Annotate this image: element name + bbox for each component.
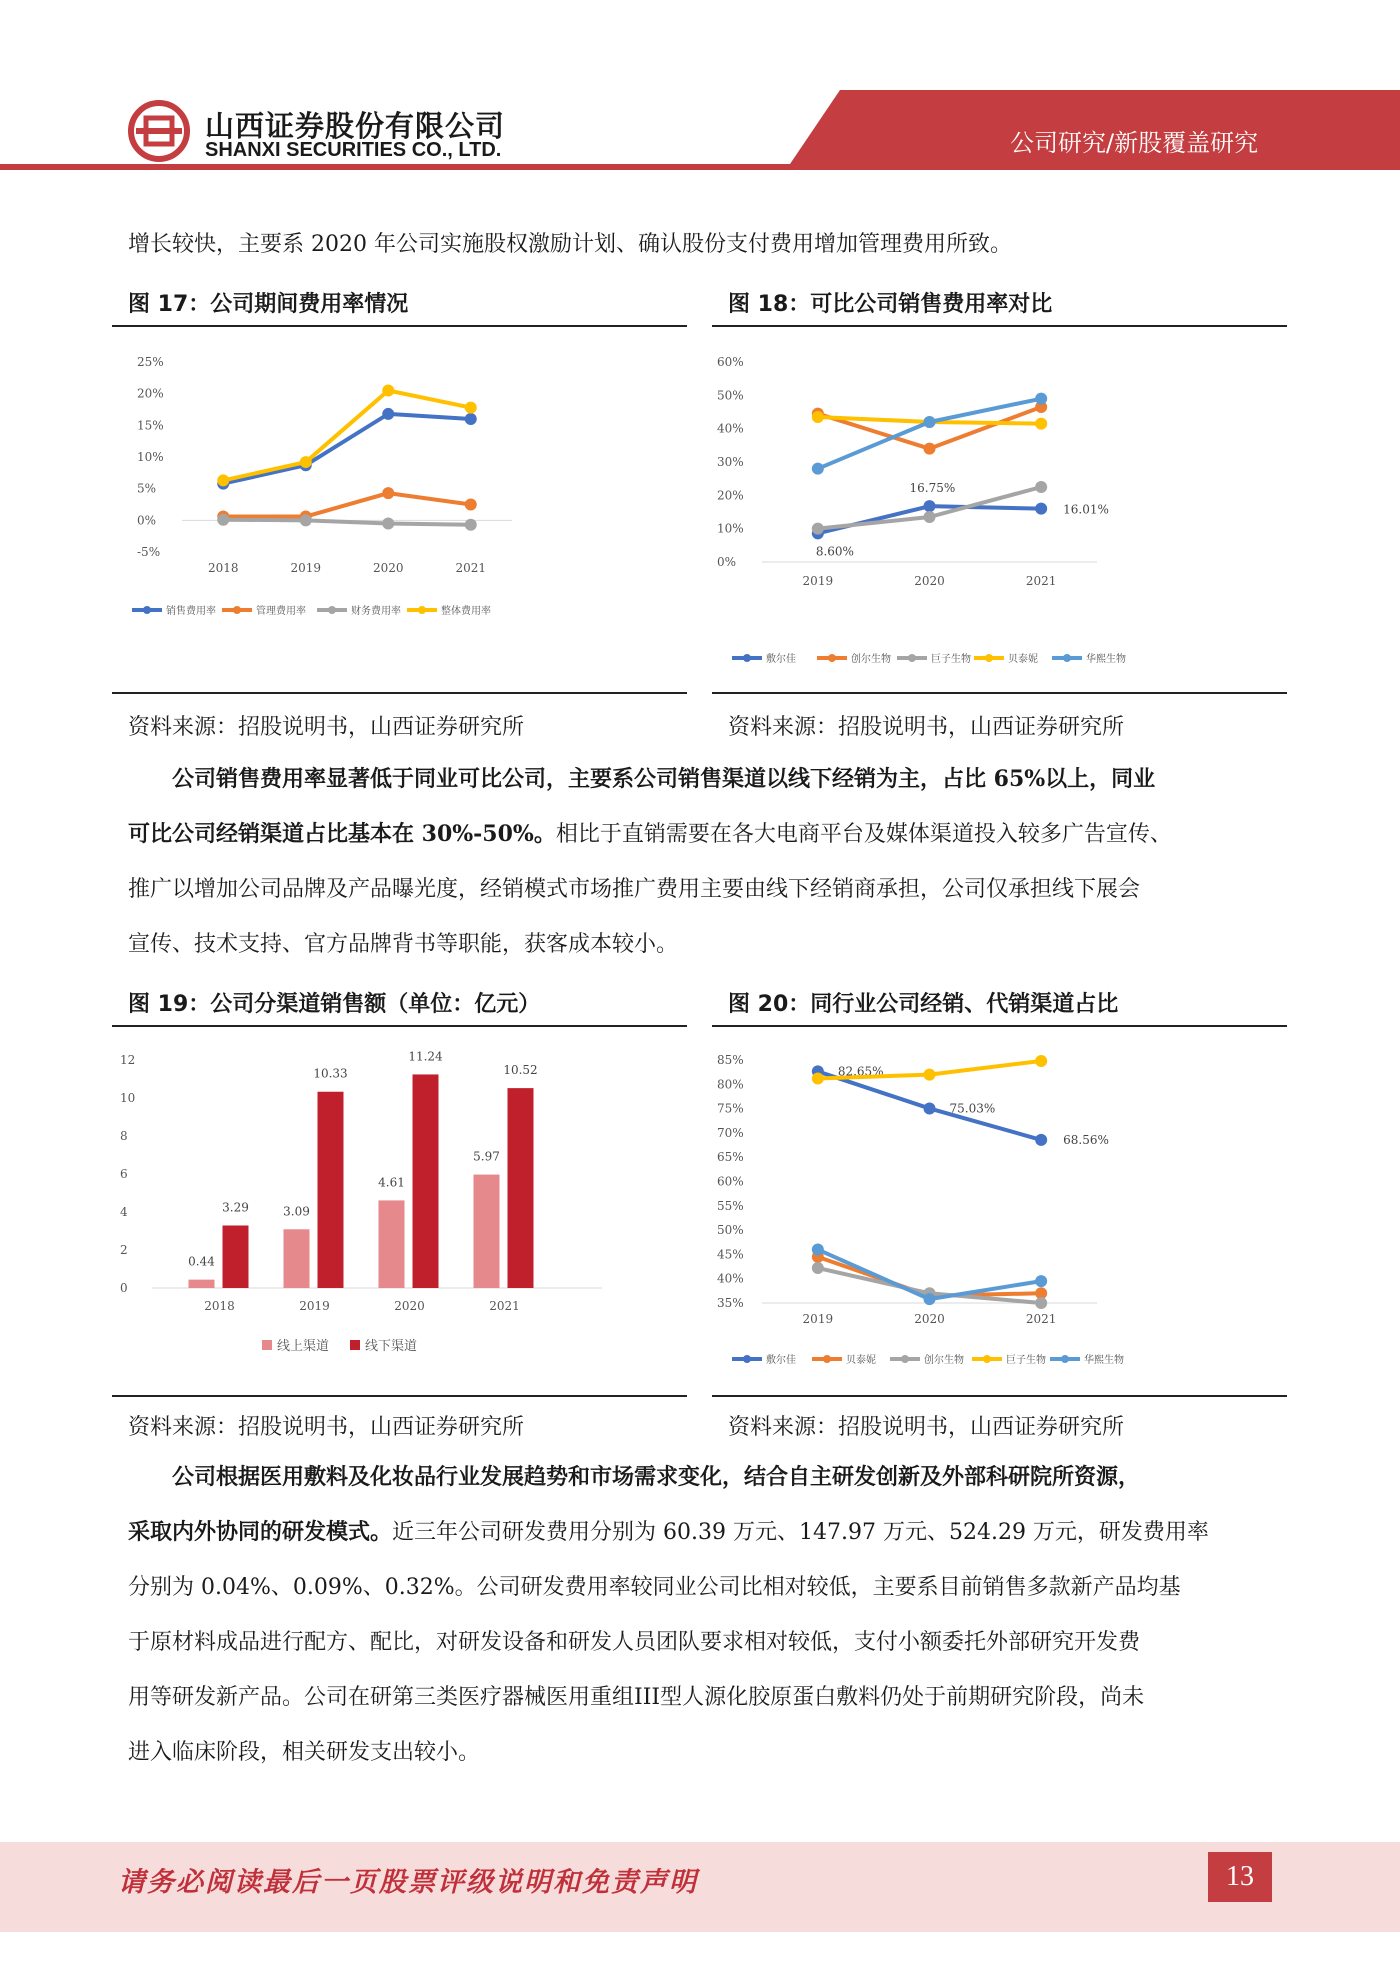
legend-label: 整体费用率 <box>441 606 491 617</box>
data-point <box>1035 393 1047 405</box>
data-point <box>465 402 477 414</box>
bar <box>474 1175 500 1288</box>
legend-marker <box>743 654 751 662</box>
data-point <box>1035 503 1047 515</box>
paragraph-sales-channel <box>128 752 1276 972</box>
y-tick-label: 10% <box>717 521 744 536</box>
y-tick-label: 8 <box>120 1129 128 1143</box>
data-point <box>924 511 936 523</box>
bar <box>189 1280 215 1288</box>
y-tick-label: 80% <box>717 1077 744 1092</box>
text-line: 分别为 0.04%、0.09%、0.32%。公司研发费用率较同业公司比相对较低，主要系目前销售多款新产品均基 <box>128 1575 1181 1600</box>
legend-label: 贝泰妮 <box>846 1355 876 1366</box>
bold-text: 公司根据医用敷料及化妆品行业发展趋势和市场需求变化，结合自主研发创新及外部科研院所资源， <box>172 1464 1141 1490</box>
data-point <box>1035 481 1047 493</box>
x-tick-label: 2019 <box>299 1299 330 1313</box>
data-point <box>812 411 824 423</box>
data-point <box>300 456 312 468</box>
data-point <box>812 463 824 475</box>
bar <box>318 1092 344 1288</box>
legend-marker <box>908 654 916 662</box>
y-tick-label: 5% <box>137 481 157 496</box>
legend-label: 敷尔佳 <box>766 1355 796 1366</box>
company-name-cn: 山西证券股份有限公司 <box>205 109 506 143</box>
data-label: 10.33 <box>313 1066 348 1081</box>
y-tick-label: 0% <box>137 513 157 528</box>
legend-label: 线下渠道 <box>365 1339 418 1354</box>
x-tick-label: 2019 <box>290 561 322 575</box>
data-point <box>465 413 477 425</box>
text-line <box>128 807 1276 862</box>
data-point <box>382 385 394 397</box>
text-line: 进入临床阶段，相关研发支出较小。 <box>128 1740 481 1765</box>
text-line <box>128 1450 1276 1505</box>
y-tick-label: -5% <box>137 545 161 559</box>
chart-fig19 <box>112 1040 687 1380</box>
company-name-en: SHANXI SECURITIES CO., LTD. <box>205 139 502 161</box>
legend-marker <box>1063 654 1071 662</box>
y-tick-label: 0% <box>717 555 737 569</box>
data-label: 10.52 <box>503 1063 538 1078</box>
figure-17-source: 资料来源：招股说明书，山西证券研究所 <box>128 715 525 740</box>
y-tick-label: 2 <box>120 1243 128 1257</box>
data-label: 3.09 <box>283 1204 310 1219</box>
x-tick-label: 2021 <box>455 561 487 575</box>
bar <box>284 1229 310 1288</box>
data-label: 8.60% <box>815 544 854 559</box>
text-line: 推广以增加公司品牌及产品曝光度，经销模式市场推广费用主要由线下经销商承担，公司仅承担线下展会 <box>128 877 1141 902</box>
figure-rule <box>712 1025 1287 1027</box>
y-tick-label: 12 <box>120 1053 136 1067</box>
x-tick-label: 2018 <box>207 561 239 575</box>
figure-rule <box>112 325 687 327</box>
series-line <box>223 493 471 516</box>
legend-label: 巨子生物 <box>1006 1355 1046 1366</box>
y-tick-label: 0 <box>120 1281 128 1295</box>
legend-marker <box>983 1355 991 1363</box>
figure-rule <box>712 1395 1287 1397</box>
data-point <box>382 408 394 420</box>
legend-marker <box>901 1355 909 1363</box>
legend-label: 华熙生物 <box>1086 654 1126 665</box>
x-tick-label: 2021 <box>1025 1312 1057 1326</box>
text-line: 于原材料成品进行配方、配比，对研发设备和研发人员团队要求相对较低，支付小额委托外部研究开发费 <box>128 1630 1141 1655</box>
x-tick-label: 2021 <box>489 1299 520 1313</box>
figure-rule <box>112 1025 687 1027</box>
y-tick-label: 15% <box>137 418 164 433</box>
paragraph-rnd <box>128 1450 1276 1780</box>
y-tick-label: 45% <box>717 1247 744 1262</box>
bar <box>223 1225 249 1288</box>
page-number: 13 <box>1208 1852 1272 1902</box>
text-line: 增长较快，主要系 2020 年公司实施股权激励计划、确认股份支付费用增加管理费用所致。 <box>128 232 1012 257</box>
series-line <box>223 391 471 481</box>
x-tick-label: 2020 <box>394 1299 425 1313</box>
data-point <box>924 1293 936 1305</box>
legend-marker <box>743 1355 751 1363</box>
legend-marker <box>143 606 151 614</box>
y-tick-label: 30% <box>717 455 744 469</box>
legend-marker <box>328 606 336 614</box>
x-tick-label: 2021 <box>1025 574 1057 588</box>
data-point <box>300 514 312 526</box>
data-label: 4.61 <box>378 1175 405 1190</box>
legend-label: 创尔生物 <box>851 654 891 665</box>
legend-marker <box>233 606 241 614</box>
data-point <box>924 500 936 512</box>
legend-marker <box>1061 1355 1069 1363</box>
legend-label: 销售费用率 <box>166 606 216 617</box>
y-tick-label: 25% <box>137 355 164 369</box>
data-point <box>812 1244 824 1256</box>
data-label: 16.01% <box>1063 502 1109 517</box>
x-tick-label: 2019 <box>802 574 834 588</box>
y-tick-label: 20% <box>137 386 164 401</box>
legend-swatch <box>262 1340 272 1350</box>
data-point <box>924 1069 936 1081</box>
bold-text: 公司销售费用率显著低于同业可比公司，主要系公司销售渠道以线下经销为主，占比 65%以上，同业 <box>172 766 1156 792</box>
bar <box>413 1074 439 1288</box>
figure-17-title: 图 17：公司期间费用率情况 <box>128 292 409 317</box>
data-point <box>812 1072 824 1084</box>
text-line <box>128 1505 1276 1560</box>
legend-marker <box>418 606 426 614</box>
data-point <box>924 416 936 428</box>
y-tick-label: 40% <box>717 421 744 436</box>
data-point <box>465 499 477 511</box>
figure-18-title: 图 18：可比公司销售费用率对比 <box>728 292 1053 317</box>
y-tick-label: 50% <box>717 388 744 403</box>
y-tick-label: 85% <box>717 1053 744 1067</box>
legend-marker <box>823 1355 831 1363</box>
figure-rule <box>712 692 1287 694</box>
legend-marker <box>828 654 836 662</box>
chart-fig18 <box>712 340 1287 680</box>
legend-label: 创尔生物 <box>924 1355 964 1366</box>
data-point <box>1035 1055 1047 1067</box>
series-line <box>818 399 1041 469</box>
text-line <box>128 752 1276 807</box>
y-tick-label: 50% <box>717 1223 744 1238</box>
y-tick-label: 70% <box>717 1125 744 1140</box>
legend-swatch <box>350 1340 360 1350</box>
figure-rule <box>712 325 1287 327</box>
paragraph-continuation <box>128 217 1276 272</box>
chart-fig20 <box>712 1040 1287 1380</box>
data-point <box>382 487 394 499</box>
legend-label: 贝泰妮 <box>1008 654 1038 665</box>
y-tick-label: 6 <box>120 1167 128 1181</box>
legend-label: 线上渠道 <box>277 1339 330 1354</box>
data-label: 68.56% <box>1063 1132 1109 1147</box>
bar <box>508 1088 534 1288</box>
data-label: 0.44 <box>188 1254 215 1269</box>
figure-rule <box>112 692 687 694</box>
figure-20-title: 图 20：同行业公司经销、代销渠道占比 <box>728 992 1119 1017</box>
x-tick-label: 2019 <box>802 1312 834 1326</box>
x-tick-label: 2020 <box>914 1312 945 1326</box>
y-tick-label: 10% <box>137 450 164 464</box>
y-tick-label: 60% <box>717 1174 744 1189</box>
data-point <box>217 474 229 486</box>
legend-label: 巨子生物 <box>931 654 971 665</box>
legend-label: 敷尔佳 <box>766 654 796 665</box>
figure-20-source: 资料来源：招股说明书，山西证券研究所 <box>728 1415 1125 1440</box>
bar <box>379 1200 405 1288</box>
data-point <box>1035 1134 1047 1146</box>
bold-text: 采取内外协同的研发模式。 <box>128 1519 393 1545</box>
figure-19-title: 图 19：公司分渠道销售额（单位：亿元） <box>128 992 541 1017</box>
figure-19-source: 资料来源：招股说明书，山西证券研究所 <box>128 1415 525 1440</box>
text-span: 近三年公司研发费用分别为 60.39 万元、147.97 万元、524.29 万元，研发费用率 <box>392 1520 1209 1545</box>
data-label: 11.24 <box>408 1049 443 1064</box>
data-point <box>812 523 824 535</box>
x-tick-label: 2018 <box>204 1299 235 1313</box>
text-line: 用等研发新产品。公司在研第三类医疗器械医用重组III型人源化胶原蛋白敷料仍处于前期研究阶段，尚未 <box>128 1685 1145 1710</box>
y-tick-label: 40% <box>717 1271 744 1286</box>
data-point <box>465 519 477 531</box>
y-tick-label: 55% <box>717 1198 744 1213</box>
data-point <box>812 1262 824 1274</box>
legend-label: 管理费用率 <box>256 606 306 617</box>
chart-fig17 <box>112 340 687 680</box>
legend-marker <box>985 654 993 662</box>
data-label: 16.75% <box>909 481 956 496</box>
data-point <box>382 518 394 530</box>
text-span: 相比于直销需要在各大电商平台及媒体渠道投入较多广告宣传、 <box>555 822 1172 847</box>
data-point <box>217 514 229 526</box>
footer-disclaimer[interactable]: 请务必阅读最后一页股票评级说明和免责声明 <box>118 1867 698 1898</box>
text-line: 宣传、技术支持、官方品牌背书等职能，获客成本较小。 <box>128 932 679 957</box>
data-point <box>924 1102 936 1114</box>
data-point <box>1035 1275 1047 1287</box>
data-point <box>1035 418 1047 430</box>
company-logo-icon <box>128 100 190 162</box>
section-title: 公司研究/新股覆盖研究 <box>1010 129 1259 157</box>
data-label: 82.65% <box>837 1064 884 1079</box>
bold-text: 可比公司经销渠道占比基本在 30%-50%。 <box>128 821 556 847</box>
figure-18-source: 资料来源：招股说明书，山西证券研究所 <box>728 715 1125 740</box>
x-tick-label: 2020 <box>372 561 404 575</box>
figure-rule <box>112 1395 687 1397</box>
y-tick-label: 65% <box>717 1150 744 1165</box>
x-tick-label: 2020 <box>914 574 945 588</box>
y-tick-label: 35% <box>717 1296 744 1310</box>
legend-label: 华熙生物 <box>1084 1355 1124 1366</box>
data-point <box>1035 1297 1047 1309</box>
data-label: 5.97 <box>473 1149 500 1164</box>
data-label: 75.03% <box>949 1101 996 1116</box>
data-label: 3.29 <box>222 1200 249 1215</box>
y-tick-label: 10 <box>120 1091 136 1105</box>
data-point <box>924 443 936 455</box>
y-tick-label: 4 <box>120 1205 128 1219</box>
y-tick-label: 60% <box>717 355 744 369</box>
y-tick-label: 75% <box>717 1101 744 1116</box>
y-tick-label: 20% <box>717 488 744 503</box>
legend-label: 财务费用率 <box>351 606 401 617</box>
